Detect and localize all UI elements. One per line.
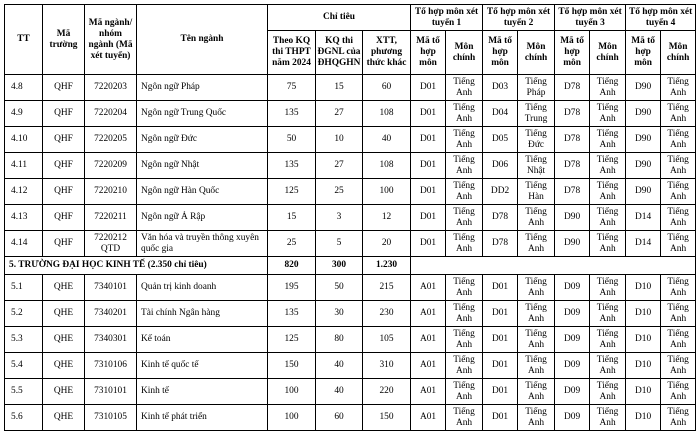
cell-ma-truong: QHF bbox=[43, 153, 85, 179]
cell-mon-chinh-1: Tiếng Anh bbox=[446, 301, 483, 327]
cell-ma-nganh: 7340101 bbox=[85, 275, 137, 301]
table-row bbox=[5, 231, 696, 257]
cell-mon-chinh-1: Tiếng Anh bbox=[446, 231, 483, 257]
cell-ten-nganh: Kinh tế phát triển bbox=[137, 405, 268, 431]
cell-xtt: 220 bbox=[363, 379, 411, 405]
cell-ma-truong: QHE bbox=[43, 353, 85, 379]
header-mon-chinh-2: Môn chính bbox=[518, 31, 555, 75]
header-chi-tieu-dgnl: KQ thi ĐGNL của ĐHQGHN bbox=[316, 31, 363, 75]
cell-mon-chinh-1: Tiếng Anh bbox=[446, 179, 483, 205]
cell-ma-to-hop-3: D09 bbox=[555, 327, 590, 353]
cell-mon-chinh-3: Tiếng Anh bbox=[590, 153, 626, 179]
cell-ten-nganh: Tài chính Ngân hàng bbox=[137, 301, 268, 327]
cell-ten-nganh: Kinh tế bbox=[137, 379, 268, 405]
cell-mon-chinh-4: Tiếng Anh bbox=[661, 301, 696, 327]
cell-ma-to-hop-2: D78 bbox=[483, 231, 518, 257]
cell-tt: 4.14 bbox=[5, 231, 43, 257]
cell-ma-to-hop-1: A01 bbox=[411, 327, 446, 353]
cell-ma-truong: QHE bbox=[43, 301, 85, 327]
cell-dgnl: 50 bbox=[316, 275, 363, 301]
cell-ma-to-hop-2: D01 bbox=[483, 327, 518, 353]
cell-ma-to-hop-3: D09 bbox=[555, 275, 590, 301]
cell-ma-truong: QHE bbox=[43, 275, 85, 301]
header-to-hop-1: Tổ hợp môn xét tuyển 1 bbox=[411, 5, 483, 31]
cell-mon-chinh-1: Tiếng Anh bbox=[446, 353, 483, 379]
cell-mon-chinh-4: Tiếng Anh bbox=[661, 75, 696, 101]
table-row bbox=[5, 153, 696, 179]
cell-ma-to-hop-4: D90 bbox=[626, 75, 661, 101]
cell-tt: 5.5 bbox=[5, 379, 43, 405]
section-thpt: 820 bbox=[268, 257, 316, 275]
cell-ma-to-hop-4: D10 bbox=[626, 379, 661, 405]
cell-dgnl: 80 bbox=[316, 327, 363, 353]
cell-ten-nganh: Ngôn ngữ Trung Quốc bbox=[137, 101, 268, 127]
header-mon-chinh-1: Môn chính bbox=[446, 31, 483, 75]
header-ten-nganh: Tên ngành bbox=[137, 5, 268, 75]
cell-ten-nganh: Ngôn ngữ Ả Rập bbox=[137, 205, 268, 231]
cell-ma-nganh: 7220205 bbox=[85, 127, 137, 153]
cell-mon-chinh-3: Tiếng Anh bbox=[590, 327, 626, 353]
cell-tt: 4.8 bbox=[5, 75, 43, 101]
cell-ma-to-hop-4: D90 bbox=[626, 179, 661, 205]
cell-ten-nganh: Ngôn ngữ Nhật bbox=[137, 153, 268, 179]
cell-ma-to-hop-4: D10 bbox=[626, 405, 661, 431]
table-row bbox=[5, 353, 696, 379]
cell-tt: 5.2 bbox=[5, 301, 43, 327]
cell-mon-chinh-3: Tiếng Anh bbox=[590, 379, 626, 405]
cell-mon-chinh-4: Tiếng Anh bbox=[661, 153, 696, 179]
cell-mon-chinh-2: Tiếng Anh bbox=[518, 327, 555, 353]
cell-ma-to-hop-1: A01 bbox=[411, 301, 446, 327]
admission-table-page bbox=[4, 4, 695, 431]
cell-ma-truong: QHE bbox=[43, 379, 85, 405]
cell-ten-nganh: Kế toán bbox=[137, 327, 268, 353]
table-body-qhe bbox=[5, 275, 696, 431]
cell-mon-chinh-1: Tiếng Anh bbox=[446, 127, 483, 153]
section-empty bbox=[411, 257, 696, 275]
cell-ma-to-hop-3: D78 bbox=[555, 101, 590, 127]
cell-ma-nganh: 7220209 bbox=[85, 153, 137, 179]
table-body-qhf bbox=[5, 75, 696, 257]
cell-ma-to-hop-1: A01 bbox=[411, 405, 446, 431]
table-header bbox=[5, 5, 696, 75]
cell-mon-chinh-1: Tiếng Anh bbox=[446, 379, 483, 405]
table-row bbox=[5, 205, 696, 231]
cell-ma-nganh: 7340301 bbox=[85, 327, 137, 353]
cell-dgnl: 27 bbox=[316, 101, 363, 127]
cell-ma-to-hop-3: D90 bbox=[555, 231, 590, 257]
cell-thpt: 75 bbox=[268, 75, 316, 101]
cell-ma-truong: QHE bbox=[43, 327, 85, 353]
cell-mon-chinh-3: Tiếng Anh bbox=[590, 275, 626, 301]
table-row bbox=[5, 179, 696, 205]
cell-mon-chinh-2: Tiếng Anh bbox=[518, 231, 555, 257]
cell-ma-nganh: 7220204 bbox=[85, 101, 137, 127]
cell-ma-to-hop-3: D78 bbox=[555, 179, 590, 205]
cell-mon-chinh-3: Tiếng Anh bbox=[590, 231, 626, 257]
cell-mon-chinh-3: Tiếng Anh bbox=[590, 101, 626, 127]
cell-ma-to-hop-4: D90 bbox=[626, 127, 661, 153]
cell-ma-to-hop-1: A01 bbox=[411, 379, 446, 405]
cell-thpt: 100 bbox=[268, 405, 316, 431]
table-row bbox=[5, 127, 696, 153]
cell-ma-to-hop-2: D01 bbox=[483, 379, 518, 405]
cell-mon-chinh-4: Tiếng Anh bbox=[661, 127, 696, 153]
cell-ma-to-hop-1: D01 bbox=[411, 127, 446, 153]
header-ma-to-hop-3: Mã tổ hợp môn bbox=[555, 31, 590, 75]
cell-mon-chinh-2: Tiếng Anh bbox=[518, 301, 555, 327]
table-row bbox=[5, 405, 696, 431]
table-row bbox=[5, 101, 696, 127]
cell-ma-to-hop-2: D04 bbox=[483, 101, 518, 127]
cell-ma-truong: QHF bbox=[43, 179, 85, 205]
cell-mon-chinh-3: Tiếng Anh bbox=[590, 179, 626, 205]
header-to-hop-4: Tổ hợp môn xét tuyển 4 bbox=[626, 5, 696, 31]
cell-thpt: 100 bbox=[268, 379, 316, 405]
cell-ma-to-hop-2: D06 bbox=[483, 153, 518, 179]
cell-dgnl: 30 bbox=[316, 301, 363, 327]
cell-xtt: 105 bbox=[363, 327, 411, 353]
cell-ma-to-hop-1: D01 bbox=[411, 205, 446, 231]
cell-mon-chinh-4: Tiếng Anh bbox=[661, 231, 696, 257]
header-mon-chinh-4: Môn chính bbox=[661, 31, 696, 75]
cell-ma-to-hop-2: D01 bbox=[483, 353, 518, 379]
cell-mon-chinh-1: Tiếng Anh bbox=[446, 405, 483, 431]
cell-xtt: 108 bbox=[363, 101, 411, 127]
cell-ten-nganh: Ngôn ngữ Pháp bbox=[137, 75, 268, 101]
header-tt: TT bbox=[5, 5, 43, 75]
table-row bbox=[5, 301, 696, 327]
header-mon-chinh-3: Môn chính bbox=[590, 31, 626, 75]
cell-ten-nganh: Ngôn ngữ Hàn Quốc bbox=[137, 179, 268, 205]
cell-ma-to-hop-2: D78 bbox=[483, 205, 518, 231]
cell-xtt: 150 bbox=[363, 405, 411, 431]
header-ma-truong: Mã trường bbox=[43, 5, 85, 75]
cell-ten-nganh: Văn hóa và truyền thông xuyên quốc gia bbox=[137, 231, 268, 257]
table-row bbox=[5, 327, 696, 353]
cell-thpt: 50 bbox=[268, 127, 316, 153]
header-ma-nganh: Mã ngành/ nhóm ngành (Mã xét tuyển) bbox=[85, 5, 137, 75]
cell-ma-to-hop-3: D90 bbox=[555, 205, 590, 231]
cell-ma-to-hop-1: D01 bbox=[411, 231, 446, 257]
cell-ma-to-hop-3: D78 bbox=[555, 153, 590, 179]
cell-ma-to-hop-4: D90 bbox=[626, 153, 661, 179]
cell-ma-to-hop-2: D05 bbox=[483, 127, 518, 153]
cell-dgnl: 5 bbox=[316, 231, 363, 257]
cell-ma-truong: QHF bbox=[43, 75, 85, 101]
cell-mon-chinh-2: Tiếng Anh bbox=[518, 353, 555, 379]
cell-mon-chinh-4: Tiếng Anh bbox=[661, 205, 696, 231]
cell-thpt: 135 bbox=[268, 101, 316, 127]
cell-mon-chinh-3: Tiếng Anh bbox=[590, 75, 626, 101]
cell-dgnl: 40 bbox=[316, 379, 363, 405]
cell-mon-chinh-3: Tiếng Anh bbox=[590, 301, 626, 327]
cell-ma-to-hop-3: D09 bbox=[555, 353, 590, 379]
cell-mon-chinh-2: Tiếng Nhật bbox=[518, 153, 555, 179]
cell-mon-chinh-4: Tiếng Anh bbox=[661, 327, 696, 353]
cell-dgnl: 25 bbox=[316, 179, 363, 205]
cell-mon-chinh-1: Tiếng Anh bbox=[446, 153, 483, 179]
cell-ma-to-hop-2: DD2 bbox=[483, 179, 518, 205]
cell-mon-chinh-4: Tiếng Anh bbox=[661, 405, 696, 431]
cell-xtt: 20 bbox=[363, 231, 411, 257]
cell-ma-to-hop-4: D14 bbox=[626, 205, 661, 231]
cell-tt: 4.11 bbox=[5, 153, 43, 179]
cell-ma-to-hop-2: D01 bbox=[483, 275, 518, 301]
cell-ma-truong: QHF bbox=[43, 101, 85, 127]
cell-xtt: 40 bbox=[363, 127, 411, 153]
cell-mon-chinh-2: Tiếng Anh bbox=[518, 275, 555, 301]
cell-tt: 4.9 bbox=[5, 101, 43, 127]
cell-thpt: 135 bbox=[268, 301, 316, 327]
cell-xtt: 108 bbox=[363, 153, 411, 179]
cell-dgnl: 15 bbox=[316, 75, 363, 101]
cell-mon-chinh-4: Tiếng Anh bbox=[661, 353, 696, 379]
cell-ma-to-hop-4: D90 bbox=[626, 101, 661, 127]
cell-xtt: 215 bbox=[363, 275, 411, 301]
cell-mon-chinh-2: Tiếng Pháp bbox=[518, 75, 555, 101]
cell-ten-nganh: Ngôn ngữ Đức bbox=[137, 127, 268, 153]
cell-tt: 5.6 bbox=[5, 405, 43, 431]
admission-quota-table bbox=[4, 4, 696, 431]
cell-dgnl: 27 bbox=[316, 153, 363, 179]
cell-mon-chinh-1: Tiếng Anh bbox=[446, 327, 483, 353]
cell-mon-chinh-4: Tiếng Anh bbox=[661, 379, 696, 405]
cell-ma-to-hop-1: A01 bbox=[411, 353, 446, 379]
cell-ma-to-hop-3: D78 bbox=[555, 127, 590, 153]
cell-thpt: 15 bbox=[268, 205, 316, 231]
cell-mon-chinh-1: Tiếng Anh bbox=[446, 205, 483, 231]
cell-dgnl: 40 bbox=[316, 353, 363, 379]
header-chi-tieu: Chỉ tiêu bbox=[268, 5, 411, 31]
cell-dgnl: 3 bbox=[316, 205, 363, 231]
header-ma-to-hop-1: Mã tổ hợp môn bbox=[411, 31, 446, 75]
cell-mon-chinh-4: Tiếng Anh bbox=[661, 101, 696, 127]
cell-ma-nganh: 7310106 bbox=[85, 353, 137, 379]
cell-ma-to-hop-1: D01 bbox=[411, 179, 446, 205]
cell-ma-nganh: 7220212 QTD bbox=[85, 231, 137, 257]
cell-xtt: 230 bbox=[363, 301, 411, 327]
cell-mon-chinh-3: Tiếng Anh bbox=[590, 205, 626, 231]
cell-ma-nganh: 7220211 bbox=[85, 205, 137, 231]
cell-tt: 5.1 bbox=[5, 275, 43, 301]
header-chi-tieu-thpt: Theo KQ thi THPT năm 2024 bbox=[268, 31, 316, 75]
cell-mon-chinh-2: Tiếng Anh bbox=[518, 379, 555, 405]
cell-ten-nganh: Kinh tế quốc tế bbox=[137, 353, 268, 379]
cell-ma-to-hop-2: D01 bbox=[483, 301, 518, 327]
cell-ma-to-hop-3: D09 bbox=[555, 405, 590, 431]
cell-ma-to-hop-1: D01 bbox=[411, 75, 446, 101]
section-title: 5. TRƯỜNG ĐẠI HỌC KINH TẾ (2.350 chỉ tiêu) bbox=[5, 257, 268, 275]
cell-tt: 4.13 bbox=[5, 205, 43, 231]
cell-mon-chinh-4: Tiếng Anh bbox=[661, 179, 696, 205]
cell-mon-chinh-1: Tiếng Anh bbox=[446, 75, 483, 101]
header-ma-to-hop-2: Mã tổ hợp môn bbox=[483, 31, 518, 75]
section-row bbox=[5, 257, 696, 275]
header-to-hop-2: Tổ hợp môn xét tuyển 2 bbox=[483, 5, 555, 31]
cell-tt: 4.12 bbox=[5, 179, 43, 205]
cell-thpt: 125 bbox=[268, 179, 316, 205]
cell-mon-chinh-2: Tiếng Đức bbox=[518, 127, 555, 153]
cell-ma-nganh: 7220203 bbox=[85, 75, 137, 101]
cell-ma-to-hop-4: D10 bbox=[626, 353, 661, 379]
cell-ma-nganh: 7340201 bbox=[85, 301, 137, 327]
table-row bbox=[5, 379, 696, 405]
cell-ma-truong: QHF bbox=[43, 231, 85, 257]
cell-ma-to-hop-1: A01 bbox=[411, 275, 446, 301]
cell-mon-chinh-3: Tiếng Anh bbox=[590, 127, 626, 153]
cell-thpt: 125 bbox=[268, 327, 316, 353]
header-to-hop-3: Tổ hợp môn xét tuyển 3 bbox=[555, 5, 626, 31]
cell-dgnl: 10 bbox=[316, 127, 363, 153]
table-row bbox=[5, 275, 696, 301]
cell-ma-to-hop-3: D09 bbox=[555, 379, 590, 405]
cell-ma-to-hop-4: D14 bbox=[626, 231, 661, 257]
cell-ma-to-hop-1: D01 bbox=[411, 153, 446, 179]
cell-mon-chinh-2: Tiếng Anh bbox=[518, 405, 555, 431]
cell-ma-nganh: 7310105 bbox=[85, 405, 137, 431]
section-dgnl: 300 bbox=[316, 257, 363, 275]
cell-ma-truong: QHF bbox=[43, 205, 85, 231]
cell-mon-chinh-2: Tiếng Anh bbox=[518, 205, 555, 231]
cell-ma-to-hop-3: D09 bbox=[555, 301, 590, 327]
cell-xtt: 100 bbox=[363, 179, 411, 205]
cell-mon-chinh-3: Tiếng Anh bbox=[590, 405, 626, 431]
cell-thpt: 150 bbox=[268, 353, 316, 379]
cell-ma-to-hop-4: D10 bbox=[626, 275, 661, 301]
cell-xtt: 60 bbox=[363, 75, 411, 101]
cell-ma-truong: QHF bbox=[43, 127, 85, 153]
header-ma-to-hop-4: Mã tổ hợp môn bbox=[626, 31, 661, 75]
table-row bbox=[5, 75, 696, 101]
cell-thpt: 195 bbox=[268, 275, 316, 301]
cell-tt: 4.10 bbox=[5, 127, 43, 153]
cell-ma-nganh: 7220210 bbox=[85, 179, 137, 205]
cell-ma-to-hop-2: D01 bbox=[483, 405, 518, 431]
cell-ma-to-hop-3: D78 bbox=[555, 75, 590, 101]
cell-ma-to-hop-4: D10 bbox=[626, 301, 661, 327]
cell-ma-truong: QHE bbox=[43, 405, 85, 431]
cell-thpt: 25 bbox=[268, 231, 316, 257]
cell-mon-chinh-4: Tiếng Anh bbox=[661, 275, 696, 301]
cell-mon-chinh-1: Tiếng Anh bbox=[446, 101, 483, 127]
section-xtt: 1.230 bbox=[363, 257, 411, 275]
cell-mon-chinh-2: Tiếng Hàn bbox=[518, 179, 555, 205]
cell-ma-nganh: 7310101 bbox=[85, 379, 137, 405]
cell-thpt: 135 bbox=[268, 153, 316, 179]
header-chi-tieu-xtt: XTT, phương thức khác bbox=[363, 31, 411, 75]
cell-mon-chinh-3: Tiếng Anh bbox=[590, 353, 626, 379]
section-qhe bbox=[5, 257, 696, 275]
cell-tt: 5.4 bbox=[5, 353, 43, 379]
cell-ten-nganh: Quản trị kinh doanh bbox=[137, 275, 268, 301]
cell-mon-chinh-1: Tiếng Anh bbox=[446, 275, 483, 301]
cell-dgnl: 60 bbox=[316, 405, 363, 431]
cell-ma-to-hop-2: D03 bbox=[483, 75, 518, 101]
cell-ma-to-hop-1: D01 bbox=[411, 101, 446, 127]
cell-mon-chinh-2: Tiếng Trung bbox=[518, 101, 555, 127]
cell-ma-to-hop-4: D10 bbox=[626, 327, 661, 353]
cell-tt: 5.3 bbox=[5, 327, 43, 353]
cell-xtt: 12 bbox=[363, 205, 411, 231]
cell-xtt: 310 bbox=[363, 353, 411, 379]
